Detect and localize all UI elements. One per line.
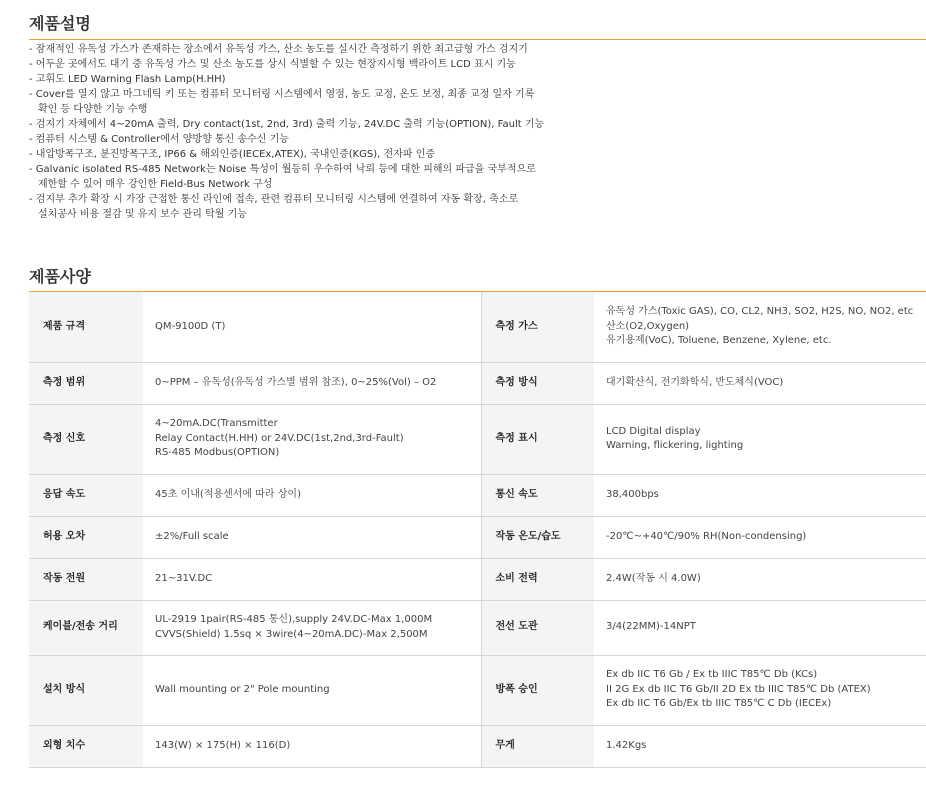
spec-value [143, 558, 481, 600]
spec-value [143, 725, 481, 767]
description-list [29, 42, 629, 222]
spec-value [143, 600, 481, 655]
description-item [29, 192, 629, 222]
spec-value-line: 2.4W(작동 시 4.0W) [606, 572, 701, 584]
spec-label: 작동 전원 [29, 558, 143, 600]
description-item [29, 147, 629, 162]
spec-value-line: ±2%/Full scale [155, 530, 229, 542]
spec-label: 측정 범위 [29, 362, 143, 404]
spec-value-line: II 2G Ex db IIC T6 Gb/II 2D Ex tb IIIC T85℃ Db (ATEX) [606, 683, 871, 695]
description-item [29, 132, 629, 147]
spec-value [594, 516, 926, 558]
spec-label: 측정 방식 [481, 362, 594, 404]
spec-value-line: 3/4(22MM)-14NPT [606, 621, 696, 633]
spec-value [594, 474, 926, 516]
spec-value-line: RS-485 Modbus(OPTION) [155, 447, 280, 459]
spec-value [143, 404, 481, 474]
description-title: 제품설명 [29, 14, 91, 33]
spec-label: 응답 속도 [29, 474, 143, 516]
spec-value-line: 대기확산식, 전기화학식, 반도체식(VOC) [606, 376, 784, 388]
spec-label: 측정 가스 [481, 292, 594, 362]
spec-value [594, 725, 926, 767]
spec-value [594, 292, 926, 362]
spec-label: 설치 방식 [29, 655, 143, 725]
spec-value-line: -20℃~+40℃/90% RH(Non-condensing) [606, 530, 807, 542]
spec-value [143, 292, 481, 362]
spec-label: 외형 치수 [29, 725, 143, 767]
spec-label: 무게 [481, 725, 594, 767]
spec-value-line: 1.42Kgs [606, 739, 647, 751]
spec-value-line: 유독성 가스(Toxic GAS), CO, CL2, NH3, SO2, H2S, NO, NO2, etc [606, 306, 914, 317]
description-item-text: - Cover를 열지 않고 마그네틱 키 또는 컴퓨터 모니터링 시스템에서 영점, 농도 교정, 온도 보정, 최종 교정 일자 기록 [29, 89, 535, 100]
description-item [29, 162, 629, 192]
specs-table [29, 292, 926, 768]
spec-label: 전선 도관 [481, 600, 594, 655]
description-item [29, 72, 629, 87]
spec-value-line: Ex db IIC T6 Gb / Ex tb IIIC T85℃ Db (KCs) [606, 669, 818, 681]
description-item-text: - 고휘도 LED Warning Flash Lamp(H.HH) [29, 74, 226, 85]
description-item-continuation: 제한할 수 있어 매우 강인한 Field-Bus Network 구성 [38, 179, 273, 190]
spec-value-line: 143(W) × 175(H) × 116(D) [155, 739, 291, 751]
spec-label: 측정 신호 [29, 404, 143, 474]
specs-title: 제품사양 [29, 267, 91, 286]
description-item [29, 57, 629, 72]
spec-value-line: Relay Contact(H.HH) or 24V.DC(1st,2nd,3rd-Fault) [155, 432, 404, 444]
spec-row [29, 474, 926, 516]
spec-value [143, 655, 481, 725]
spec-label: 측정 표시 [481, 404, 594, 474]
spec-value-line: 45초 이내(적용센서에 따라 상이) [155, 488, 301, 500]
spec-value-line: Ex db IIC T6 Gb/Ex tb IIIC T85℃ C Db (IECEx) [606, 698, 832, 710]
description-item-continuation: 설치공사 비용 절감 및 유지 보수 관리 탁월 기능 [38, 209, 247, 220]
spec-value-line: CVVS(Shield) 1.5sq × 3wire(4~20mA.DC)-Max 2,500M [155, 628, 428, 640]
spec-row [29, 516, 926, 558]
spec-row [29, 600, 926, 655]
spec-value-line: 4~20mA.DC(Transmitter [155, 418, 278, 430]
spec-label: 소비 전력 [481, 558, 594, 600]
spec-value [594, 558, 926, 600]
spec-value-line: LCD Digital display [606, 425, 701, 437]
spec-value-line: 유기용제(VoC), Toluene, Benzene, Xylene, etc. [606, 335, 832, 346]
description-item [29, 117, 629, 132]
spec-label: 제품 규격 [29, 292, 143, 362]
spec-value [143, 362, 481, 404]
spec-value-line: Warning, flickering, lighting [606, 440, 744, 451]
spec-value [594, 600, 926, 655]
description-item-text: - Galvanic isolated RS-485 Network는 Noise 특성이 월등히 우수하여 낙뢰 등에 대한 피해의 파급을 국부적으로 [29, 164, 536, 175]
spec-row [29, 404, 926, 474]
description-item [29, 42, 629, 57]
spec-value-line: 38,400bps [606, 488, 659, 500]
description-item-text: - 내압방폭구조, 분진방폭구조, IP66 & 해외인증(IECEx,ATEX), 국내인증(KGS), 전자파 인증 [29, 149, 436, 160]
spec-label: 작동 온도/습도 [481, 516, 594, 558]
spec-label: 방폭 승인 [481, 655, 594, 725]
spec-value-line: QM-9100D (T) [155, 320, 226, 332]
spec-value-line: 0~PPM – 유독성(유독성 가스별 범위 참조), 0~25%(Vol) – O2 [155, 376, 437, 388]
spec-row [29, 362, 926, 404]
spec-value-line: 21~31V.DC [155, 572, 213, 584]
spec-row [29, 725, 926, 767]
spec-value [594, 362, 926, 404]
spec-value-line: Wall mounting or 2" Pole mounting [155, 683, 330, 695]
spec-row [29, 558, 926, 600]
spec-label: 케이블/전송 거리 [29, 600, 143, 655]
description-divider [29, 39, 926, 40]
spec-row [29, 655, 926, 725]
spec-value [143, 516, 481, 558]
description-item-text: - 잠재적인 유독성 가스가 존재하는 장소에서 유독성 가스, 산소 농도를 실시간 측정하기 위한 최고급형 가스 검지기 [29, 44, 528, 55]
description-item-text: - 검지기 자체에서 4~20mA 출력, Dry contact(1st, 2nd, 3rd) 출력 기능, 24V.DC 출력 기능(OPTION), Fault 기능 [29, 119, 545, 130]
description-item-continuation: 확인 등 다양한 기능 수행 [38, 104, 148, 115]
spec-value [143, 474, 481, 516]
description-item-text: - 검지부 추가 확장 시 가장 근접한 통신 라인에 접속, 관련 컴퓨터 모니터링 시스템에 연결하여 자동 확장, 축소로 [29, 194, 519, 205]
spec-label: 통신 속도 [481, 474, 594, 516]
description-item-text: - 어두운 곳에서도 대기 중 유독성 가스 및 산소 농도를 상시 식별할 수 있는 현장지시형 백라이트 LCD 표시 기능 [29, 59, 516, 70]
spec-value-line: 산소(O2,Oxygen) [606, 320, 690, 332]
spec-value [594, 655, 926, 725]
spec-row [29, 292, 926, 362]
description-item-text: - 컴퓨터 시스템 & Controller에서 양방향 통신 송수신 기능 [29, 134, 289, 145]
spec-label: 허용 오차 [29, 516, 143, 558]
description-item [29, 87, 629, 117]
spec-value [594, 404, 926, 474]
spec-value-line: UL-2919 1pair(RS-485 통신),supply 24V.DC-Max 1,000M [155, 614, 433, 625]
